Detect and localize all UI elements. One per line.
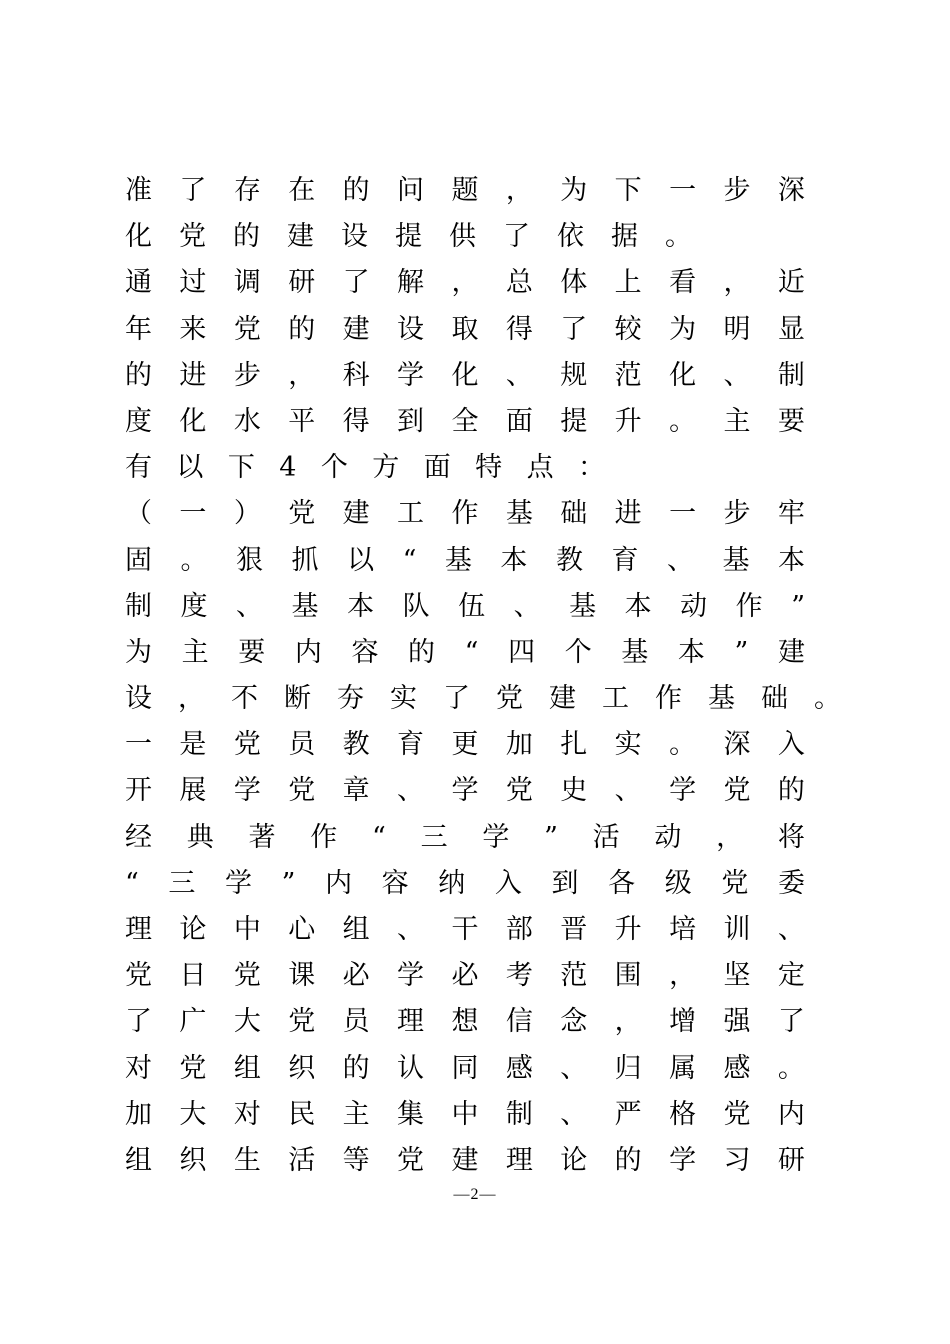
text-char: 内: [777, 1098, 805, 1130]
text-char: 基: [722, 544, 750, 576]
text-char: 。: [180, 544, 208, 576]
text-char: 、: [666, 544, 694, 576]
text-char: 学: [225, 867, 253, 899]
text-line: [125, 491, 805, 537]
text-char: 工: [397, 498, 425, 530]
text-line: [125, 861, 805, 907]
text-char: 建: [777, 636, 805, 668]
text-char: 党: [233, 313, 261, 345]
text-char: 论: [560, 1144, 588, 1176]
text-char: 作: [735, 590, 763, 622]
text-char: 党: [288, 498, 316, 530]
text-char: 内: [294, 636, 322, 668]
text-char: 党: [496, 683, 523, 715]
text-char: 、: [723, 359, 751, 391]
text-char: 四: [508, 636, 536, 668]
text-char: 显: [777, 313, 805, 345]
text-char: 进: [179, 359, 207, 391]
text-char: 念: [560, 1006, 588, 1038]
text-char: 本: [347, 590, 375, 622]
text-char: 以: [176, 452, 204, 484]
text-line: [125, 1046, 805, 1092]
text-line: [125, 768, 805, 814]
text-char: 了: [125, 1006, 152, 1038]
text-char: 感: [723, 1052, 751, 1084]
text-char: 心: [288, 914, 316, 945]
text-char: 必: [342, 960, 370, 992]
text-char: 三: [168, 867, 196, 899]
text-char: 、: [614, 775, 642, 807]
text-char: 教: [555, 544, 583, 576]
text-char: 本: [624, 590, 652, 622]
text-char: 升: [614, 914, 642, 945]
text-char: 主: [723, 405, 751, 437]
text-char: 学: [482, 821, 510, 853]
text-char: 、: [560, 1052, 588, 1084]
text-char: 动: [680, 590, 708, 622]
text-line: [125, 307, 805, 353]
text-char: 实: [390, 683, 417, 715]
text-char: 本: [778, 544, 805, 576]
text-line: [125, 999, 805, 1045]
text-char: 深: [723, 729, 751, 761]
text-char: 调: [233, 267, 261, 299]
text-char: 准: [125, 175, 152, 206]
text-char: 入: [494, 867, 522, 899]
text-char: 总: [505, 267, 533, 299]
text-char: 础: [761, 683, 788, 715]
text-char: 基: [569, 590, 597, 622]
text-char: 度: [180, 590, 208, 622]
text-char: ”: [281, 867, 296, 899]
text-char: 、: [505, 359, 533, 391]
text-char: 较: [614, 313, 642, 345]
text-char: 上: [614, 267, 642, 299]
text-char: 化: [451, 359, 479, 391]
text-char: 主: [342, 1098, 370, 1130]
text-line: [125, 722, 805, 768]
text-char: 扎: [560, 729, 588, 761]
text-char: 全: [451, 405, 479, 437]
text-char: 将: [777, 821, 805, 853]
text-char: 党: [288, 1006, 316, 1038]
text-char: 理: [125, 914, 152, 945]
body-text: [125, 168, 841, 1184]
text-char: 。: [814, 683, 841, 715]
text-char: 一: [669, 175, 697, 206]
text-char: 晋: [560, 914, 588, 945]
text-char: 牢: [777, 498, 805, 530]
text-char: 。: [777, 1052, 805, 1084]
text-char: 通: [125, 267, 152, 299]
text-char: 固: [125, 544, 152, 576]
text-char: 著: [248, 821, 276, 853]
text-char: 到: [551, 867, 579, 899]
text-char: 特: [475, 452, 503, 484]
text-char: 作: [655, 683, 682, 715]
text-char: ，: [614, 1006, 642, 1038]
text-char: 对: [125, 1052, 152, 1084]
text-char: 学: [669, 1144, 697, 1176]
text-line: [125, 168, 805, 214]
text-char: 步: [723, 175, 751, 206]
text-char: 对: [233, 1098, 261, 1130]
text-char: （: [125, 498, 152, 530]
text-char: ”: [734, 636, 749, 668]
text-char: 建: [342, 313, 370, 345]
text-char: 的: [777, 775, 805, 807]
text-char: 抓: [291, 544, 319, 576]
text-char: 开: [125, 775, 152, 807]
text-char: 近: [777, 267, 805, 299]
text-char: 基: [291, 590, 319, 622]
text-char: 、: [236, 590, 264, 622]
text-line: [125, 260, 805, 306]
text-char: 广: [179, 1006, 207, 1038]
text-char: 史: [560, 775, 588, 807]
text-char: 点: [526, 452, 554, 484]
text-char: 为: [125, 636, 152, 668]
text-char: 了: [179, 175, 207, 206]
text-char: 、: [397, 775, 425, 807]
text-char: 归: [614, 1052, 642, 1084]
text-char: 队: [402, 590, 430, 622]
text-char: 育: [611, 544, 639, 576]
text-char: 要: [777, 405, 805, 437]
text-char: 教: [342, 729, 370, 761]
text-char: 。: [669, 405, 697, 437]
text-char: “: [372, 821, 386, 853]
text-char: 生: [233, 1144, 261, 1176]
text-char: 同: [451, 1052, 479, 1084]
text-char: 伍: [458, 590, 486, 622]
text-char: 个: [564, 636, 592, 668]
text-char: 年: [125, 313, 152, 345]
text-char: 以: [347, 544, 375, 576]
text-char: 党: [179, 1052, 207, 1084]
text-char: 级: [664, 867, 692, 899]
text-char: 科: [342, 359, 370, 391]
text-char: 学: [669, 775, 697, 807]
text-char: 格: [669, 1098, 697, 1130]
text-char: 下: [227, 452, 255, 484]
text-line: [125, 815, 805, 861]
text-char: 论: [179, 914, 207, 945]
text-char: 解: [397, 267, 425, 299]
text-char: 学: [397, 960, 425, 992]
text-char: 动: [654, 821, 682, 853]
text-char: 的: [408, 636, 436, 668]
text-char: 的: [342, 175, 370, 206]
text-char: 学: [451, 775, 479, 807]
text-line: [125, 353, 805, 399]
text-char: 员: [342, 1006, 370, 1038]
text-char: 党: [233, 960, 261, 992]
text-char: 取: [451, 313, 479, 345]
text-char: “: [125, 867, 139, 899]
text-char: ，: [451, 267, 479, 299]
text-char: 建: [549, 683, 576, 715]
text-char: 中: [233, 914, 261, 945]
text-char: 干: [451, 914, 479, 945]
text-char: 党: [288, 775, 316, 807]
text-char: 步: [233, 359, 261, 391]
text-line: [125, 676, 841, 722]
text-char: 研: [288, 267, 316, 299]
text-char: 、: [560, 1098, 588, 1130]
text-char: ，: [505, 175, 533, 206]
text-char: 制: [125, 590, 152, 622]
text-char: 明: [723, 313, 751, 345]
text-char: 了: [777, 1006, 805, 1038]
text-char: 党: [723, 1098, 751, 1130]
text-char: 范: [614, 359, 642, 391]
text-char: 个: [320, 452, 348, 484]
text-char: 大: [179, 1098, 207, 1130]
text-char: 为: [560, 175, 588, 206]
text-char: 了: [560, 313, 588, 345]
text-char: 面: [423, 452, 451, 484]
text-line: [125, 953, 805, 999]
text-char: 定: [777, 960, 805, 992]
text-char: 加: [125, 1098, 152, 1130]
text-char: ，: [723, 267, 751, 299]
text-char: 一: [125, 729, 152, 761]
text-char: 化: [179, 405, 207, 437]
text-char: 了: [443, 683, 470, 715]
text-char: 本: [500, 544, 528, 576]
text-char: 到: [397, 405, 425, 437]
text-char: ）: [233, 498, 261, 530]
text-char: 问: [397, 175, 425, 206]
text-line: [125, 399, 805, 445]
text-char: 入: [777, 729, 805, 761]
text-char: 三: [420, 821, 448, 853]
text-char: 严: [614, 1098, 642, 1130]
text-char: 理: [397, 1006, 425, 1038]
text-char: 。: [669, 729, 697, 761]
text-char: 研: [777, 1144, 805, 1176]
text-char: 制: [777, 359, 805, 391]
text-char: 活: [288, 1144, 316, 1176]
text-char: 党: [723, 775, 751, 807]
text-char: 制: [505, 1098, 533, 1130]
text-char: 党: [505, 775, 533, 807]
text-char: 在: [288, 175, 316, 206]
text-char: 理: [505, 1144, 533, 1176]
text-char: 组: [125, 1144, 152, 1176]
text-char: 经: [125, 821, 152, 853]
text-char: 围: [614, 960, 642, 992]
text-char: 考: [505, 960, 533, 992]
text-char: 培: [669, 914, 697, 945]
text-line: [125, 538, 805, 584]
text-char: 深: [777, 175, 805, 206]
text-char: 组: [233, 1052, 261, 1084]
text-char: 想: [451, 1006, 479, 1038]
text-char: 的: [614, 1144, 642, 1176]
text-char: 看: [669, 267, 697, 299]
text-char: 增: [669, 1006, 697, 1038]
text-line: [125, 907, 805, 953]
text-char: 课: [288, 960, 316, 992]
text-char: 有: [125, 452, 152, 484]
text-char: 、: [777, 914, 805, 945]
text-char: 章: [342, 775, 370, 807]
text-char: 强: [723, 1006, 751, 1038]
text-char: 存: [233, 175, 261, 206]
text-char: 员: [288, 729, 316, 761]
text-char: 础: [560, 498, 588, 530]
text-char: 一: [179, 498, 207, 530]
text-char: 等: [342, 1144, 370, 1176]
text-char: 信: [505, 1006, 533, 1038]
text-char: 容: [351, 636, 379, 668]
text-line: [125, 630, 805, 676]
text-char: 党: [125, 960, 152, 992]
text-char: 狠: [236, 544, 264, 576]
text-char: 的: [288, 313, 316, 345]
text-char: 得: [342, 405, 370, 437]
text-char: 党: [397, 1144, 425, 1176]
text-char: 基: [708, 683, 735, 715]
text-char: 学: [397, 359, 425, 391]
text-char: ，: [288, 359, 316, 391]
text-char: 习: [723, 1144, 751, 1176]
text-char: “: [402, 544, 417, 576]
text-char: 大: [233, 1006, 261, 1038]
text-char: 容: [381, 867, 409, 899]
text-char: 织: [288, 1052, 316, 1084]
text-char: 基: [621, 636, 649, 668]
text-char: 织: [179, 1144, 207, 1176]
text-char: 提: [560, 405, 588, 437]
text-char: 组: [342, 914, 370, 945]
text-char: 认: [397, 1052, 425, 1084]
text-char: 委: [777, 867, 805, 899]
text-char: “: [464, 636, 479, 668]
text-char: 得: [505, 313, 533, 345]
text-line: [125, 1138, 805, 1184]
text-char: 升: [614, 405, 642, 437]
text-char: 步: [723, 498, 751, 530]
text-char: 加: [505, 729, 533, 761]
text-char: 学: [233, 775, 261, 807]
text-char: 、: [513, 590, 541, 622]
text-char: 建: [451, 1144, 479, 1176]
text-char: ，: [178, 683, 205, 715]
text-char: 育: [397, 729, 425, 761]
text-char: 不: [231, 683, 258, 715]
text-char: 实: [614, 729, 642, 761]
text-char: 设: [125, 683, 152, 715]
text-char: 4: [279, 452, 297, 484]
text-char: 断: [284, 683, 311, 715]
text-char: 要: [238, 636, 266, 668]
text-char: 过: [179, 267, 207, 299]
text-char: 日: [179, 960, 207, 992]
text-char: 度: [125, 405, 152, 437]
text-char: 夯: [337, 683, 364, 715]
text-char: 规: [560, 359, 588, 391]
text-char: 更: [451, 729, 479, 761]
text-char: 进: [614, 498, 642, 530]
text-line: [125, 445, 605, 491]
text-char: 水: [233, 405, 261, 437]
text-line: 化党的建设提供了依据。: [125, 221, 719, 253]
page-number: —2—: [453, 1186, 497, 1203]
text-char: 党: [233, 729, 261, 761]
text-char: 一: [669, 498, 697, 530]
text-char: 中: [451, 1098, 479, 1130]
text-char: 训: [723, 914, 751, 945]
text-line: [125, 584, 805, 630]
text-char: 的: [125, 359, 152, 391]
text-char: ”: [544, 821, 558, 853]
text-char: ，: [669, 960, 697, 992]
text-char: 活: [592, 821, 620, 853]
text-char: 了: [342, 267, 370, 299]
text-char: 化: [669, 359, 697, 391]
text-char: 工: [602, 683, 629, 715]
text-char: 展: [179, 775, 207, 807]
text-char: 民: [288, 1098, 316, 1130]
text-char: 纳: [438, 867, 466, 899]
text-char: 党: [721, 867, 749, 899]
text-char: 范: [560, 960, 588, 992]
text-char: 基: [505, 498, 533, 530]
text-char: ”: [791, 590, 805, 622]
text-char: 坚: [723, 960, 751, 992]
text-char: 为: [669, 313, 697, 345]
text-char: 体: [560, 267, 588, 299]
text-char: 各: [608, 867, 636, 899]
text-char: 面: [505, 405, 533, 437]
text-char: ：: [577, 452, 605, 484]
text-char: 主: [181, 636, 209, 668]
text-char: 的: [342, 1052, 370, 1084]
text-char: 作: [310, 821, 338, 853]
text-char: 感: [505, 1052, 533, 1084]
text-char: 设: [397, 313, 425, 345]
text-char: ，: [716, 821, 744, 853]
text-char: 作: [451, 498, 479, 530]
text-char: 方: [372, 452, 400, 484]
text-char: 来: [179, 313, 207, 345]
text-char: 是: [179, 729, 207, 761]
text-char: 部: [505, 914, 533, 945]
text-char: 集: [397, 1098, 425, 1130]
text-char: 本: [677, 636, 705, 668]
text-char: 基: [444, 544, 472, 576]
text-char: 、: [397, 914, 425, 945]
text-line: [125, 1092, 805, 1138]
text-char: 必: [451, 960, 479, 992]
text-char: 下: [614, 175, 642, 206]
text-char: 建: [342, 498, 370, 530]
text-char: 典: [186, 821, 214, 853]
text-char: 属: [669, 1052, 697, 1084]
text-char: 内: [325, 867, 353, 899]
text-char: 平: [288, 405, 316, 437]
text-char: 题: [451, 175, 479, 206]
